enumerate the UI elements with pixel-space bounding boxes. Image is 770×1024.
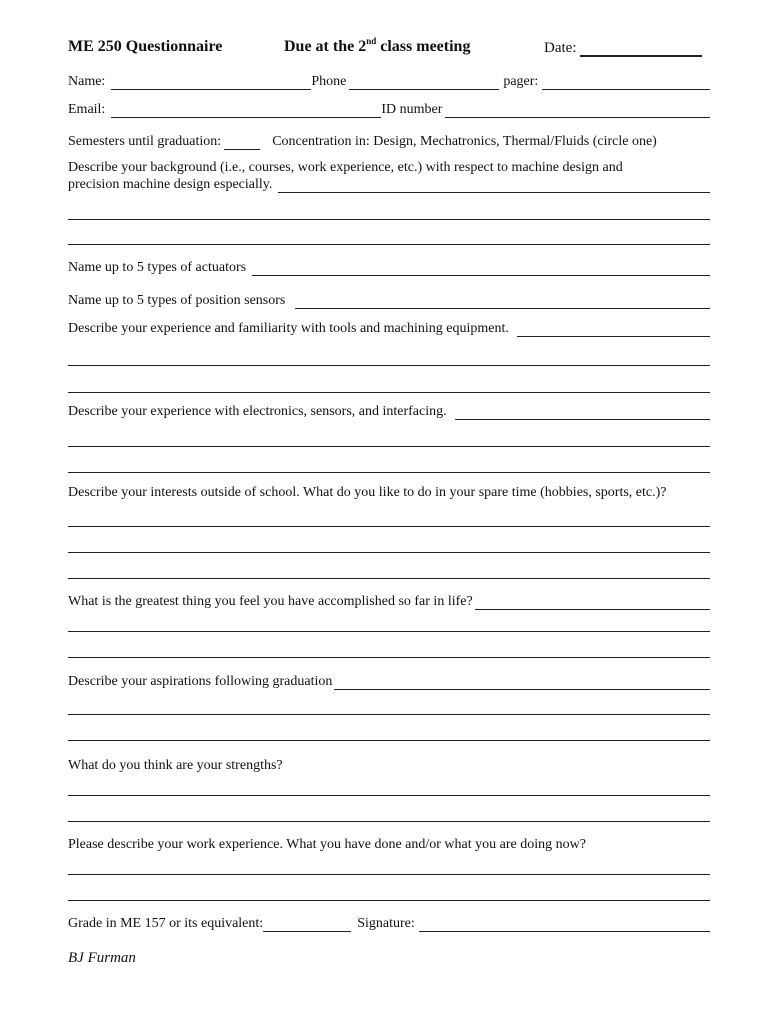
signature-label: Signature: [357,916,415,931]
document-title: ME 250 Questionnaire [68,38,223,55]
actuators-blank[interactable] [252,262,710,276]
due-prefix: Due at the 2 [284,38,367,55]
answer-line[interactable] [68,578,710,579]
semesters-label: Semesters until graduation: [68,134,222,149]
answer-line[interactable] [68,631,710,632]
answer-line[interactable] [68,392,710,393]
due-superscript: nd [366,36,377,46]
id-label: ID number [381,102,443,117]
tools-row [68,321,710,337]
id-blank[interactable] [445,104,710,118]
aspirations-blank[interactable] [334,676,710,690]
phone-label: Phone [311,74,347,89]
email-blank[interactable] [111,104,381,118]
date-field [544,40,702,57]
background-question-line2: precision machine design especially. [68,177,273,192]
email-label: Email: [68,102,106,117]
aspirations-row [68,674,710,690]
date-label: Date: [544,40,577,56]
actuators-row [68,260,710,276]
answer-line[interactable] [68,740,710,741]
answer-line[interactable] [68,874,710,875]
sensors-label: Name up to 5 types of position sensors [68,293,286,308]
sensors-blank[interactable] [295,295,710,309]
answer-line[interactable] [68,795,710,796]
answer-line[interactable] [68,714,710,715]
accomplished-label: What is the greatest thing you feel you have accomplished so far in life? [68,594,473,609]
answer-line[interactable] [68,219,710,220]
due-note [284,38,470,56]
answer-line[interactable] [68,900,710,901]
grade-blank[interactable] [263,918,351,932]
author-credit: BJ Furman [68,950,136,966]
phone-blank[interactable] [349,76,499,90]
answer-line[interactable] [68,657,710,658]
answer-line[interactable] [68,244,710,245]
email-row [68,102,710,118]
background-question-line1: Describe your background (i.e., courses, work experience, etc.) with respect to machine design and [68,160,623,175]
concentration-label: Concentration in: Design, Mechatronics, Thermal/Fluids (circle one) [272,134,657,149]
name-blank[interactable] [111,76,311,90]
strengths-label: What do you think are your strengths? [68,758,283,773]
pager-label: pager: [503,74,539,89]
background-row [68,177,710,193]
electronics-row [68,404,710,420]
tools-blank[interactable] [517,323,710,337]
due-suffix: class meeting [376,38,471,55]
electronics-label: Describe your experience with electronics, sensors, and interfacing. [68,404,447,419]
electronics-blank[interactable] [455,406,710,420]
date-blank[interactable] [580,40,702,57]
tools-label: Describe your experience and familiarity with tools and machining equipment. [68,321,509,336]
sensors-row [68,293,710,309]
background-blank[interactable] [278,179,710,193]
semesters-row [68,134,710,150]
accomplished-blank[interactable] [475,596,710,610]
grade-row [68,916,710,932]
answer-line[interactable] [68,446,710,447]
semesters-blank[interactable] [224,136,260,150]
answer-line[interactable] [68,365,710,366]
answer-line[interactable] [68,821,710,822]
interests-label: Describe your interests outside of school. What do you like to do in your spare time (hobbies, sports, etc.)? [68,485,667,500]
name-label: Name: [68,74,106,89]
work-label: Please describe your work experience. What you have done and/or what you are doing now? [68,837,586,852]
name-row [68,74,710,90]
signature-blank[interactable] [419,918,710,932]
actuators-label: Name up to 5 types of actuators [68,260,247,275]
pager-blank[interactable] [542,76,710,90]
aspirations-label: Describe your aspirations following graduation [68,674,333,689]
accomplished-row [68,594,710,610]
answer-line[interactable] [68,526,710,527]
answer-line[interactable] [68,552,710,553]
grade-label: Grade in ME 157 or its equivalent: [68,916,264,931]
answer-line[interactable] [68,472,710,473]
